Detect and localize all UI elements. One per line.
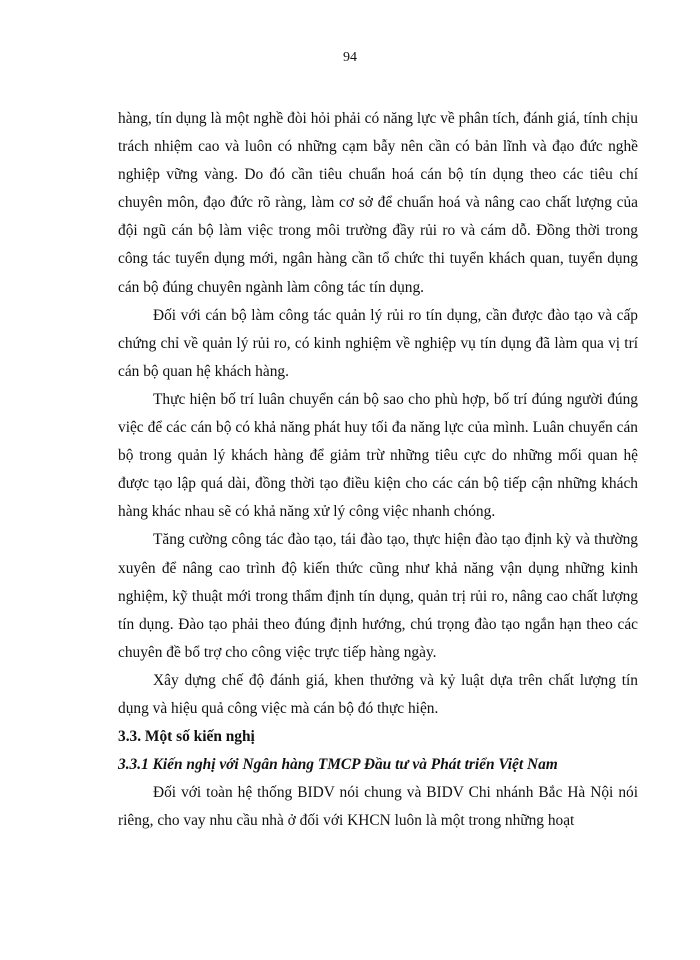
section-heading: 3.3. Một số kiến nghị: [118, 728, 255, 746]
paragraph-evaluation: Xây dựng chế độ đánh giá, khen thưởng và kỷ luật dựa trên chất lượng tín dụng và hiệu quả công việc mà cán bộ đó thực hiện.: [118, 671, 638, 717]
paragraph-staff-rotation: Thực hiện bố trí luân chuyển cán bộ sao cho phù hợp, bố trí đúng người đúng việc để các cán bộ có khả năng phát huy tối đa năng lực của mình. Luân chuyển cán bộ trong quản lý khách hàng để giảm trừ những tiêu cực do những mối quan hệ được tạo lập quá dài, đồng thời tạo điều kiện cho các cán bộ tiếp cận những khách hàng khác nhau sẽ có khả năng xử lý công việc nhanh chóng.: [118, 390, 638, 521]
paragraph-training: Tăng cường công tác đào tạo, tái đào tạo, thực hiện đào tạo định kỳ và thường xuyên để nâng cao trình độ kiến thức cũng như khả năng vận dụng những kinh nghiệm, kỹ thuật mới trong thẩm định tín dụng, quản trị rủi ro, nâng cao chất lượng tín dụng. Đào tạo phải theo đúng định hướng, chú trọng đào tạo ngắn hạn theo các chuyên đề bổ trợ cho công việc trực tiếp hàng ngày.: [118, 531, 638, 661]
page-body: [118, 105, 638, 835]
subsection-heading: 3.3.1 Kiến nghị với Ngân hàng TMCP Đầu tư và Phát triển Việt Nam: [118, 756, 558, 774]
page-number: 94: [343, 50, 357, 65]
paragraph-continuation: hàng, tín dụng là một nghề đòi hỏi phải có năng lực về phân tích, đánh giá, tính chịu trách nhiệm cao và luôn có những cạm bẫy nên cần có bản lĩnh và đạo đức nghề nghiệp vững vàng. Do đó cần tiêu chuẩn hoá cán bộ tín dụng theo các tiêu chí chuyên môn, đạo đức rõ ràng, làm cơ sở để chuẩn hoá và nâng cao chất lượng của đội ngũ cán bộ làm việc trong môi trường đầy rủi ro và cám dỗ. Đồng thời trong công tác tuyển dụng mới, ngân hàng cần tổ chức thi tuyển khách quan, tuyển dụng cán bộ đúng chuyên ngành làm công tác tín dụng.: [118, 110, 638, 296]
paragraph-risk-management-staff: Đối với cán bộ làm công tác quản lý rủi ro tín dụng, cần được đào tạo và cấp chứng chỉ về quản lý rủi ro, có kinh nghiệm về nghiệp vụ tín dụng đã làm qua vị trí cán bộ quan hệ khách hàng.: [118, 306, 638, 380]
paragraph-bidv: Đối với toàn hệ thống BIDV nói chung và BIDV Chi nhánh Bắc Hà Nội nói riêng, cho vay nhu cầu nhà ở đối với KHCN luôn là một trong những hoạt: [118, 784, 638, 830]
